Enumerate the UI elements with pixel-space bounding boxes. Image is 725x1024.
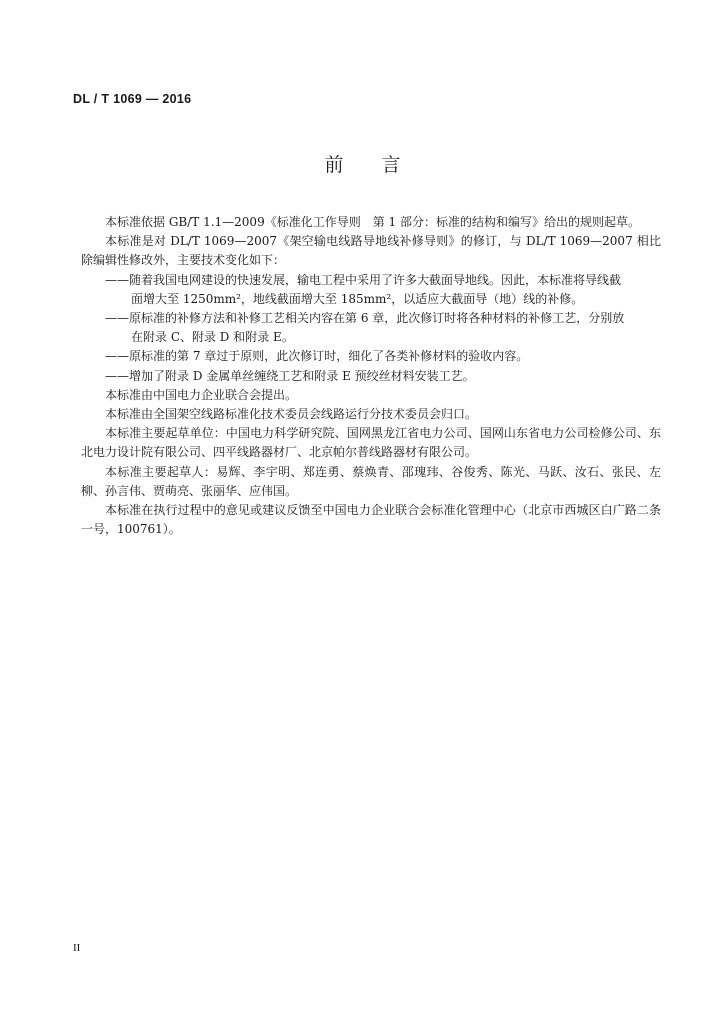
change-item-4: ——增加了附录 D 金属单丝缠绕工艺和附录 E 预绞丝材料安装工艺。 bbox=[105, 368, 475, 383]
change-item-1 bbox=[81, 271, 661, 309]
paragraph-committee: 本标准由全国架空线路标准化技术委员会线路运行分技术委员会归口。 bbox=[105, 407, 478, 422]
change-item-1-line1: ——随着我国电网建设的快速发展，输电工程中采用了许多大截面导地线。因此，本标准将导线截 bbox=[105, 272, 622, 287]
standard-code-header: DL / T 1069 — 2016 bbox=[73, 92, 192, 106]
paragraph-drafting-units: 本标准主要起草单位：中国电力科学研究院、国网黑龙江省电力公司、国网山东省电力公司检修公司、东北电力设计院有限公司、四平线路器材厂、北京帕尔普线路器材有限公司。 bbox=[81, 426, 661, 460]
paragraph-basis: 本标准依据 GB/T 1.1—2009《标准化工作导则 第 1 部分：标准的结构和编写》给出的规则起草。 bbox=[105, 215, 640, 229]
change-item-1-line2: 面增大至 1250mm²，地线截面增大至 185mm²，以适应大截面导（地）线的补修。 bbox=[131, 291, 584, 306]
page-number: II bbox=[73, 942, 81, 954]
paragraph-drafters: 本标准主要起草人：易辉、李宇明、郑连勇、蔡焕青、邵瑰玮、谷俊秀、陈光、马跃、汝石、张民、左柳、孙言伟、贾萌亮、张丽华、应伟国。 bbox=[81, 464, 661, 498]
page-title: 前言 bbox=[324, 154, 439, 176]
change-item-2 bbox=[81, 309, 661, 347]
paragraph-revision: 本标准是对 DL/T 1069—2007《架空输电线路导地线补修导则》的修订，与 DL/T 1069—2007 相比除编辑性修改外，主要技术变化如下： bbox=[81, 234, 661, 268]
change-item-2-line1: ——原标准的补修方法和补修工艺相关内容在第 6 章，此次修订时将各种材料的补修工艺，分别放 bbox=[105, 311, 625, 326]
paragraph-proposer: 本标准由中国电力企业联合会提出。 bbox=[105, 387, 298, 402]
change-item-2-line2: 在附录 C、附录 D 和附录 E。 bbox=[131, 330, 294, 345]
preface-body bbox=[81, 213, 661, 539]
change-item-3: ——原标准的第 7 章过于原则，此次修订时，细化了各类补修材料的验收内容。 bbox=[105, 349, 529, 364]
paragraph-feedback: 本标准在执行过程中的意见或建议反馈至中国电力企业联合会标准化管理中心（北京市西城区白广路二条一号，100761）。 bbox=[81, 503, 661, 537]
